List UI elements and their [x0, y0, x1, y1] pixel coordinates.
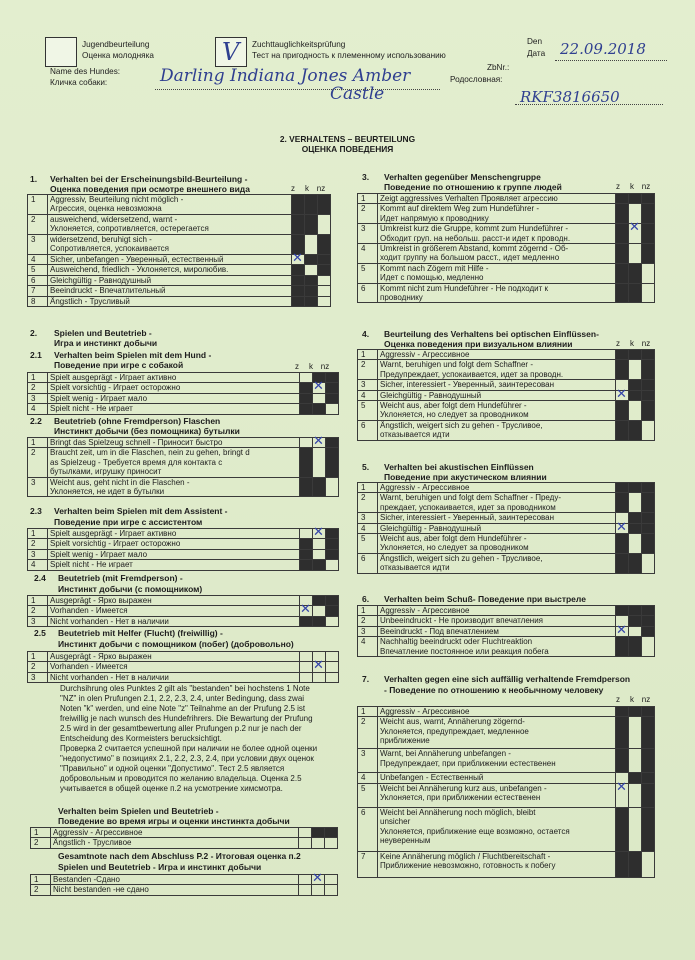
s21-title-de: Verhalten beim Spielen mit dem Hund - — [54, 350, 212, 360]
date-value: 22.09.2018 — [560, 40, 646, 58]
s23-row1-mark[interactable] — [313, 529, 326, 539]
s3-title-ru: Поведение по отношению к группе людей — [384, 182, 562, 192]
s5-title-de: Verhalten bei akustischen Einflüssen — [384, 462, 534, 472]
jugend-label-de: Jugendbeurteilung — [82, 40, 150, 49]
total-title-ru: Spielen und Beutetrieb - Игра и инстинкт добычи — [58, 862, 262, 872]
s25-title-de: Beutetrieb mit Helfer (Flucht) (freiwillig) - — [58, 628, 223, 638]
zucht-checkbox[interactable] — [215, 37, 247, 67]
zb-underline — [515, 104, 663, 105]
s7-col-heads: z k nz — [616, 695, 651, 704]
s21-col-heads: z k nz — [295, 362, 330, 371]
s24-num: 2.4 — [34, 573, 46, 583]
total-row1-mark[interactable] — [312, 875, 325, 885]
s24-table: 1 Ausgeprägt - Ярко выражен 2 Vorhanden - Имеется ✕ 3 Nicht vorhanden - Нет в наличии — [27, 595, 339, 627]
zb-number-value: RKF3816650 — [520, 88, 620, 106]
s1-table: 1 Aggressiv, Beurteilung nicht möglich - Агрессия, оценка невозможна 2 ausweichend, widersetzend, warnt - Уклоняется, сопротивляется, остерегается 3 widersetzend, beruhigt sich - Сопротивляется, успокаивается 4 Sicher, unbefangen - Уверенный, естественный ✕ 5 Ausweichend, friedlich - Уклоняется, миролюбив. 6 Gleichgültig - Равнодушный 7 Beeindruckt - Впечатлительный 8 Ängstlich - Трусливый — [27, 194, 331, 307]
total-title-de: Gesamtnote nach dem Abschluss P.2 - Итоговая оценка п.2 — [58, 851, 301, 861]
jugend-label-ru: Оценка молодняка — [82, 51, 154, 60]
s4-table: 1 Aggressiv - Агрессивное 2 Warnt, beruhigen und folgt dem Schaffner - Предупреждает, успокаивается, идет за проводн. 3 Sicher, interessiert - Уверенный, заинтересован 4 Gleichgültig - Равнодушный ✕ 5 Weicht aus, aber folgt dem Hundeführer - Уклоняется, но следует за проводником 6 Ängstlich, weigert sich zu gehen - Трусливое, отказывается идти — [357, 349, 655, 441]
s24-title-ru: Инстинкт добычи (с помощником) — [58, 584, 203, 594]
s3-num: 3. — [362, 172, 370, 182]
s3-row3-mark[interactable] — [629, 224, 642, 244]
s3-col-heads: z k nz — [616, 182, 651, 191]
s2-notes: Durchsihrung oles Punktes 2 gilt als "bestanden" bei hochstens 1 Note "NZ" in olen Prufungen 2.1, 2.2, 2.3, 2.4, unter Bedingung, dass zwai Noten "k" werden, und eine Note "z" Teilnahme an der Prufung 2.5 ist freiwillig je nach wunsch des Hundefrihrers. Die Bewartung der Prufung 2.5 wird in der gesamtbewertung aller Prufungen p.2 nur je nach der Entscheidung des Kormeisters berucksichtigt. Проверка 2 считается успешной при наличии не более одной оценки "недопустимо" в позициях 2.1, 2.2, 2.3, 2.4, при условии двух оценок "Правильно" и одной оценки "Допустимо". Тест 2.5 является добровольным и проводится по желанию владельца. Оценка 2.5 учитывается в общей оценке п.2 на усмотрение химсмотра. — [60, 684, 318, 793]
s24-row2-mark[interactable] — [300, 606, 313, 616]
den-label: Den — [527, 37, 543, 46]
s25-num: 2.5 — [34, 628, 46, 638]
s21-title-ru: Поведение при игре с собакой — [54, 360, 184, 370]
s7-title-de: Verhalten gegen eine sich auffällig verhaltende Fremdperson — [384, 674, 631, 684]
s2-num: 2. — [30, 328, 38, 338]
s4-col-heads: z k nz — [616, 339, 651, 348]
rodoslovnaya-label: Родословная: — [450, 75, 503, 84]
s22-num: 2.2 — [30, 416, 42, 426]
s25-row2-mark[interactable] — [313, 662, 326, 672]
name-underline — [155, 89, 440, 90]
s1-title-ru: Оценка поведения при осмотре внешнего вида — [50, 184, 250, 194]
jugend-checkbox[interactable] — [45, 37, 77, 67]
s4-title-ru: Оценка поведения при визуальном влиянии — [384, 339, 573, 349]
s7-num: 7. — [362, 674, 370, 684]
date-underline — [555, 60, 667, 61]
s21-table: 1 Spielt ausgeprägt - Играет активно 2 Spielt vorsichtig - Играет осторожно ✕ 3 Spielt wenig - Играет мало 4 Spielt nicht - Не играет — [27, 372, 339, 415]
s5-title-ru: Поведение при акустическом влиянии — [384, 472, 547, 482]
s21-row2-mark[interactable] — [313, 383, 326, 393]
s25-table: 1 Ausgeprägt - Ярко выражен 2 Vorhanden - Имеется ✕ 3 Nicht vorhanden - Нет в наличии — [27, 651, 339, 683]
zucht-label-ru: Тест на пригодность к племенному использованию — [252, 51, 446, 60]
s24-title-de: Beutetrieb (mit Fremdperson) - — [58, 573, 183, 583]
s23-table: 1 Spielt ausgeprägt - Играет активно ✕ 2 Spielt vorsichtig - Играет осторожно 3 Spielt wenig - Играет мало 4 Spielt nicht - Не играет — [27, 528, 339, 571]
s4-row4-mark[interactable] — [616, 390, 629, 400]
s2-title-ru: Игра и инстинкт добычи — [54, 338, 158, 348]
dog-name-line2: Castle — [330, 84, 385, 104]
s6-row3-mark[interactable] — [616, 626, 629, 636]
play-title-ru: Поведение во время игры и оценки инстинкта добычи — [58, 816, 290, 826]
s7-title-ru: - Поведение по отношению к необычному человеку — [384, 685, 604, 695]
s5-row4-mark[interactable] — [616, 523, 629, 533]
s22-row1-mark[interactable] — [313, 438, 326, 448]
s22-table: 1 Bringt das Spielzeug schnell - Приносит быстро ✕ 2 Braucht zeit, um in die Flaschen, nein zu gehen, bringt d as Spielzeug - Требуется время для контакта с бутылками, игрушку приносит 3 Weicht aus, geht nicht in die Flaschen - Уклоняется, не идет в бутылки — [27, 437, 339, 497]
s7-table: 1 Aggressiv - Агрессивное 2 Weicht aus, warnt, Annäherung zögernd- Уклоняется, предупреждает, медленное приближение 3 Warnt, bei Annäherung unbefangen - Предупреждает, при приближении естественен 4 Unbefangen - Естественный 5 Weicht bei Annäherung kurz aus, unbefangen - Уклоняется, при приближении естественен ✕ 6 Weicht bei Annäherung noch möglich, bleibt unsicher Уклоняется, приближение еще возможно, остается неуверенным 7 Keine Annäherung möglich / Fluchtbereitschaft - Приближение невозможно, готовность к побегу — [357, 706, 655, 878]
data-label: Дата — [527, 49, 546, 58]
s1-num: 1. — [30, 174, 38, 184]
play-title-de: Verhalten beim Spielen und Beutetrieb - — [58, 806, 219, 816]
dog-name-line1: Darling Indiana Jones Amber — [160, 66, 411, 86]
s3-title-de: Verhalten gegenüber Menschengruppe — [384, 172, 541, 182]
s6-title: Verhalten beim Schuß- Поведение при выстреле — [384, 594, 586, 604]
s5-table: 1 Aggressiv - Агрессивное 2 Warnt, beruhigen und folgt dem Schaffner - Преду- преждает, успокаивается, идет за проводником 3 Sicher, interessiert - Уверенный, заинтересован 4 Gleichgültig - Равнодушный ✕ 5 Weicht aus, aber folgt dem Hundeführer - Уклоняется, но следует за проводником 6 Ängstlich, weigert sich zu gehen - Трусливое, отказывается идти — [357, 482, 655, 574]
s22-title-de: Beutetrieb (ohne Fremdperson) Flaschen — [54, 416, 221, 426]
s21-num: 2.1 — [30, 350, 42, 360]
s6-table: 1 Aggressiv - Агрессивное 2 Unbeeindruckt - Не производит впечатления 3 Beeindruckt - Под впечатлением ✕ 4 Nachhaltig beeindruckt oder Fluchtreaktion Впечатление постоянное или реакция побега — [357, 605, 655, 657]
title-de: 2. VERHALTENS – BEURTEILUNG — [279, 134, 416, 144]
s6-num: 6. — [362, 594, 370, 604]
name-label-de: Name des Hundes: — [50, 67, 121, 76]
s4-num: 4. — [362, 329, 370, 339]
s25-title-ru: Инстинкт добычи с помощником (побег) (добровольно) — [58, 639, 294, 649]
s23-title-de: Verhalten beim Spielen mit dem Assistent - — [54, 506, 228, 516]
play-table: 1 Aggressiv - Агрессивное 2 Ängstlich - Трусливое — [30, 827, 338, 849]
s5-num: 5. — [362, 462, 370, 472]
s4-title-de: Beurteilung des Verhaltens bei optischen Einflüssen- — [384, 329, 599, 339]
zucht-label-de: Zuchttauglichkeitsprüfung — [252, 40, 346, 49]
s22-title-ru: Инстинкт добычи (без помощника) бутылки — [54, 426, 240, 436]
title-ru: ОЦЕНКА ПОВЕДЕНИЯ — [301, 144, 394, 154]
s1-title-de: Verhalten bei der Erscheinungsbild-Beurteilung - — [50, 174, 248, 184]
s1-col-heads: z k nz — [291, 184, 326, 193]
section-title — [0, 134, 695, 154]
zbnr-label: ZbNr.: — [487, 63, 510, 72]
total-table: 1 Bestanden -Сдано ✕ 2 Nicht bestanden -не сдано — [30, 874, 338, 896]
s2-title-de: Spielen und Beutetrieb - — [54, 328, 152, 338]
s1-row4-mark[interactable] — [292, 255, 305, 265]
s23-num: 2.3 — [30, 506, 42, 516]
s3-table: 1 Zeigt aggressives Verhalten Проявляет агрессию 2 Kommt auf direktem Weg zum Hundeführer - Идет напрямую к проводнику 3 Umkreist kurz die Gruppe, kommt zum Hundeführer - Обходит груп. на небольш. расст-и идет к проводн. ✕ 4 Umkreist in größerem Abstand, kommt zögernd - Об- ходит группу на большом расст., идет медленно 5 Kommt nach Zögern mit Hilfe - Идет с помощью, медленно 6 Kommt nicht zum Hundeführer - Не подходит к проводнику — [357, 193, 655, 303]
s23-title-ru: Поведение при игре с ассистентом — [54, 517, 203, 527]
check-mark-icon: V — [222, 38, 240, 66]
s7-row5-mark[interactable] — [616, 783, 629, 807]
name-label-ru: Кличка собаки: — [50, 78, 108, 87]
